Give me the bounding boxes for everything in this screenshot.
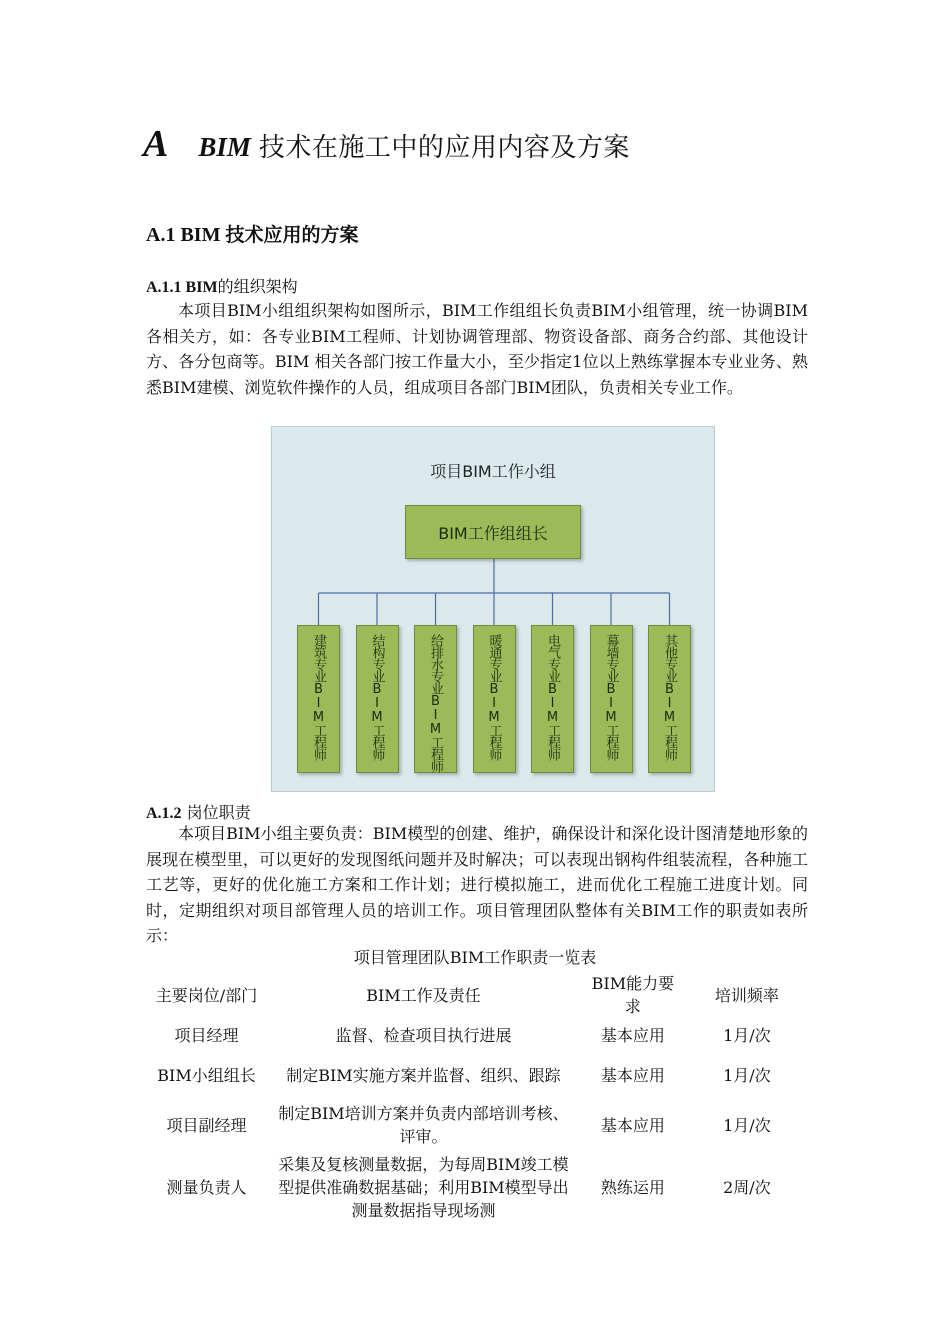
table-cell: 1月/次 (723, 1065, 771, 1085)
table-cell: BIM小组组长 (157, 1065, 256, 1085)
table-cell: 1月/次 (723, 1025, 771, 1045)
chapter-letter: A (143, 123, 169, 165)
table-header-cell: 培训频率 (714, 985, 779, 1005)
table-header-cell: BIM能力要求 (591, 974, 675, 1016)
table-cell: 基本应用 (600, 1115, 665, 1135)
table-caption: 项目管理团队BIM工作职责一览表 (353, 948, 597, 967)
org-engineer-box (648, 625, 691, 773)
table-row (146, 1150, 808, 1224)
org-engineer-box (356, 625, 399, 773)
org-engineer-label: 结构专业BIM工程师 (369, 634, 385, 760)
table-cell: 2周/次 (723, 1177, 771, 1197)
duty-table (146, 970, 808, 1224)
org-engineer-box (473, 625, 516, 773)
section-heading-text: 技术应用的方案 (225, 224, 359, 246)
org-engineer-label: 其他专业BIM工程师 (662, 634, 677, 760)
org-chart (271, 426, 715, 792)
table-cell: 项目经理 (174, 1025, 239, 1045)
table-header-row (146, 970, 808, 1020)
table-cell: 制定BIM培训方案并负责内部培训考核、评审。 (278, 1104, 569, 1146)
org-engineer-box (531, 625, 574, 773)
org-engineer-label: 幕墙专业BIM工程师 (603, 634, 619, 760)
table-cell: 测量负责人 (166, 1177, 247, 1197)
org-engineer-label: 建筑专业BIM工程师 (311, 634, 326, 760)
table-row (146, 1020, 808, 1050)
subsection-number: A.1.2 (146, 805, 182, 822)
section-number: A.1 BIM (146, 224, 221, 246)
paragraph-duties: 本项目BIM小组主要负责：BIM模型的创建、维护，确保设计和深化设计图清楚地形象的展现在模型里，可以更好的发现图纸问题并及时解决；可以表现出钢构件组装流程，各种施工工艺等，更好的优化施工方案和工作计划；进行模拟施工，进而优化工程施工进度计划。同时，定期组织对项目部管理人员的培训工作。项目管理团队整体有关BIM工作的职责如表所示： (146, 824, 808, 945)
paragraph-org: 本项目BIM小组组织架构如图所示，BIM工作组组长负责BIM小组管理，统一协调BIM各相关方，如：各专业BIM工程师、计划协调管理部、物资设备部、商务合约部、其他设计方、各分包商等。BIM 相关各部门按工作量大小，至少指定1位以上熟练掌握本专业业务、熟悉BIM建模、浏览软件操作的人员，组成项目各部门BIM团队，负责相关专业工作。 (146, 301, 808, 397)
table-cell: 监督、检查项目执行进展 (335, 1025, 512, 1045)
subsection-heading-text: 岗位职责 (186, 803, 251, 822)
table-cell: 1月/次 (723, 1115, 771, 1135)
table-cell: 采集及复核测量数据，为每周BIM竣工模型提供准确数据基础；利用BIM模型导出测量数据指导现场测 (278, 1154, 569, 1220)
table-header-cell: BIM工作及责任 (366, 985, 481, 1005)
org-leader-box: BIM工作组组长 (405, 505, 581, 559)
org-engineer-box (590, 625, 633, 773)
chapter-title (143, 122, 630, 182)
org-engineer-label: 电气专业BIM工程师 (545, 634, 560, 760)
table-row (146, 1050, 808, 1100)
org-engineer-box (297, 625, 340, 773)
table-row (146, 1100, 808, 1150)
org-engineer-label: 给排水专业BIM工程师 (428, 634, 443, 772)
org-engineer-label: 暖通专业BIM工程师 (486, 634, 502, 760)
org-chart-title: 项目BIM工作小组 (430, 462, 556, 481)
table-cell: 基本应用 (600, 1065, 665, 1085)
org-engineer-box (414, 625, 457, 773)
table-cell: 制定BIM实施方案并监督、组织、跟踪 (286, 1065, 561, 1085)
table-cell: 基本应用 (600, 1025, 665, 1045)
subsection-heading-duties (146, 800, 251, 823)
chapter-heading-text: 技术在施工中的应用内容及方案 (258, 133, 630, 163)
table-cell: 熟练运用 (600, 1177, 665, 1197)
table-header-cell: 主要岗位/部门 (155, 985, 258, 1005)
chapter-bim: BIM (198, 132, 251, 162)
section-heading (146, 220, 358, 247)
table-cell: 项目副经理 (166, 1115, 247, 1135)
subsection-heading-text: 的组织架构 (217, 277, 298, 296)
subsection-number: A.1.1 BIM (146, 279, 218, 296)
subsection-heading-org (146, 274, 298, 297)
